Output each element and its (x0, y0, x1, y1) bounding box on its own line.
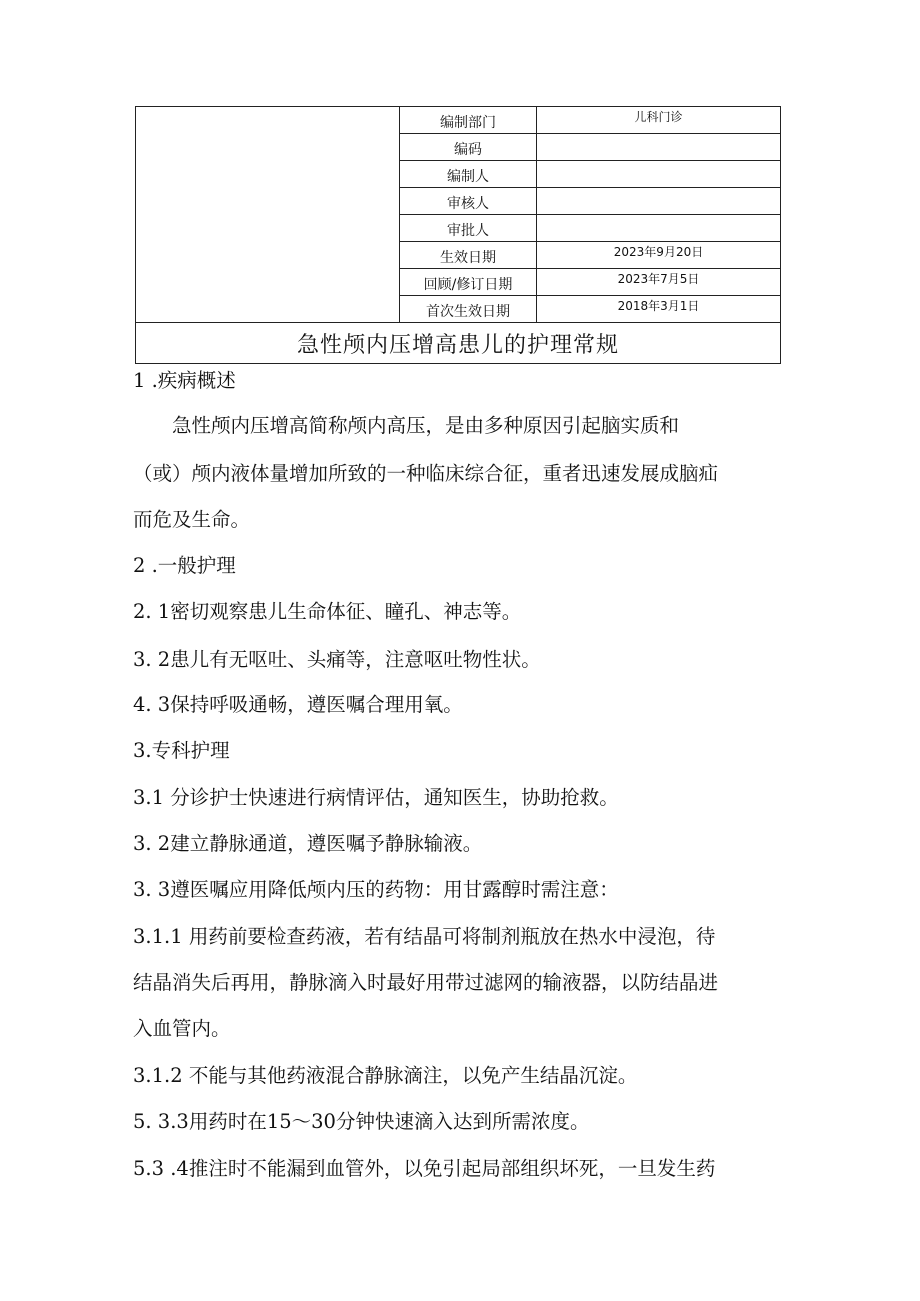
header-value (537, 161, 781, 188)
header-label: 编码 (400, 134, 537, 161)
list-item: 5.3 .4推注时不能漏到血管外，以免引起局部组织坏死，一旦发生药 (133, 1157, 716, 1180)
header-value: 2023年7月5日 (537, 269, 781, 296)
header-label: 编制部门 (400, 107, 537, 134)
list-item: 2. 1密切观察患儿生命体征、瞳孔、神志等。 (133, 600, 522, 623)
paragraph-line: （或）颅内液体量增加所致的一种临床综合征，重者迅速发展成脑疝 (133, 462, 719, 485)
section-heading: 3.专科护理 (133, 739, 230, 762)
list-item: 3. 3遵医嘱应用降低颅内压的药物：用甘露醇时需注意： (133, 878, 619, 901)
header-value: 儿科门诊 (537, 107, 781, 134)
list-item: 4. 3保持呼吸通畅，遵医嘱合理用氧。 (133, 693, 463, 716)
paragraph-line: 结晶消失后再用，静脉滴入时最好用带过滤网的输液器，以防结晶进 (133, 971, 719, 994)
list-item: 3. 2建立静脉通道，遵医嘱予静脉输液。 (133, 832, 483, 855)
header-value (537, 215, 781, 242)
section-heading: 1 .疾病概述 (133, 369, 236, 392)
document-title: 急性颅内压增高患儿的护理常规 (136, 323, 781, 364)
paragraph-line: 急性颅内压增高简称颅内高压，是由多种原因引起脑实质和 (172, 414, 680, 437)
list-item: 3.1 分诊护士快速进行病情评估，通知医生，协助抢救。 (133, 786, 619, 809)
header-value (537, 134, 781, 161)
header-label: 编制人 (400, 161, 537, 188)
paragraph-line: 而危及生命。 (133, 508, 251, 531)
header-value: 2023年9月20日 (537, 242, 781, 269)
logo-area-blank (136, 107, 400, 323)
header-value (537, 188, 781, 215)
document-header-table (135, 106, 781, 364)
section-heading: 2 .一般护理 (133, 554, 236, 577)
header-value: 2018年3月1日 (537, 296, 781, 323)
title-row (136, 323, 781, 364)
header-row (136, 107, 781, 134)
list-item: 3.1.2 不能与其他药液混合静脉滴注，以免产生结晶沉淀。 (133, 1064, 638, 1087)
header-label: 生效日期 (400, 242, 537, 269)
header-label: 审核人 (400, 188, 537, 215)
list-item: 3.1.1 用药前要检查药液，若有结晶可将制剂瓶放在热水中浸泡，待 (133, 925, 716, 948)
list-item: 3. 2患儿有无呕吐、头痛等，注意呕吐物性状。 (133, 648, 541, 671)
header-label: 首次生效日期 (400, 296, 537, 323)
header-label: 审批人 (400, 215, 537, 242)
list-item: 5. 3.3用药时在15～30分钟快速滴入达到所需浓度。 (133, 1110, 590, 1133)
header-label: 回顾/修订日期 (400, 269, 537, 296)
paragraph-line: 入血管内。 (133, 1017, 231, 1040)
